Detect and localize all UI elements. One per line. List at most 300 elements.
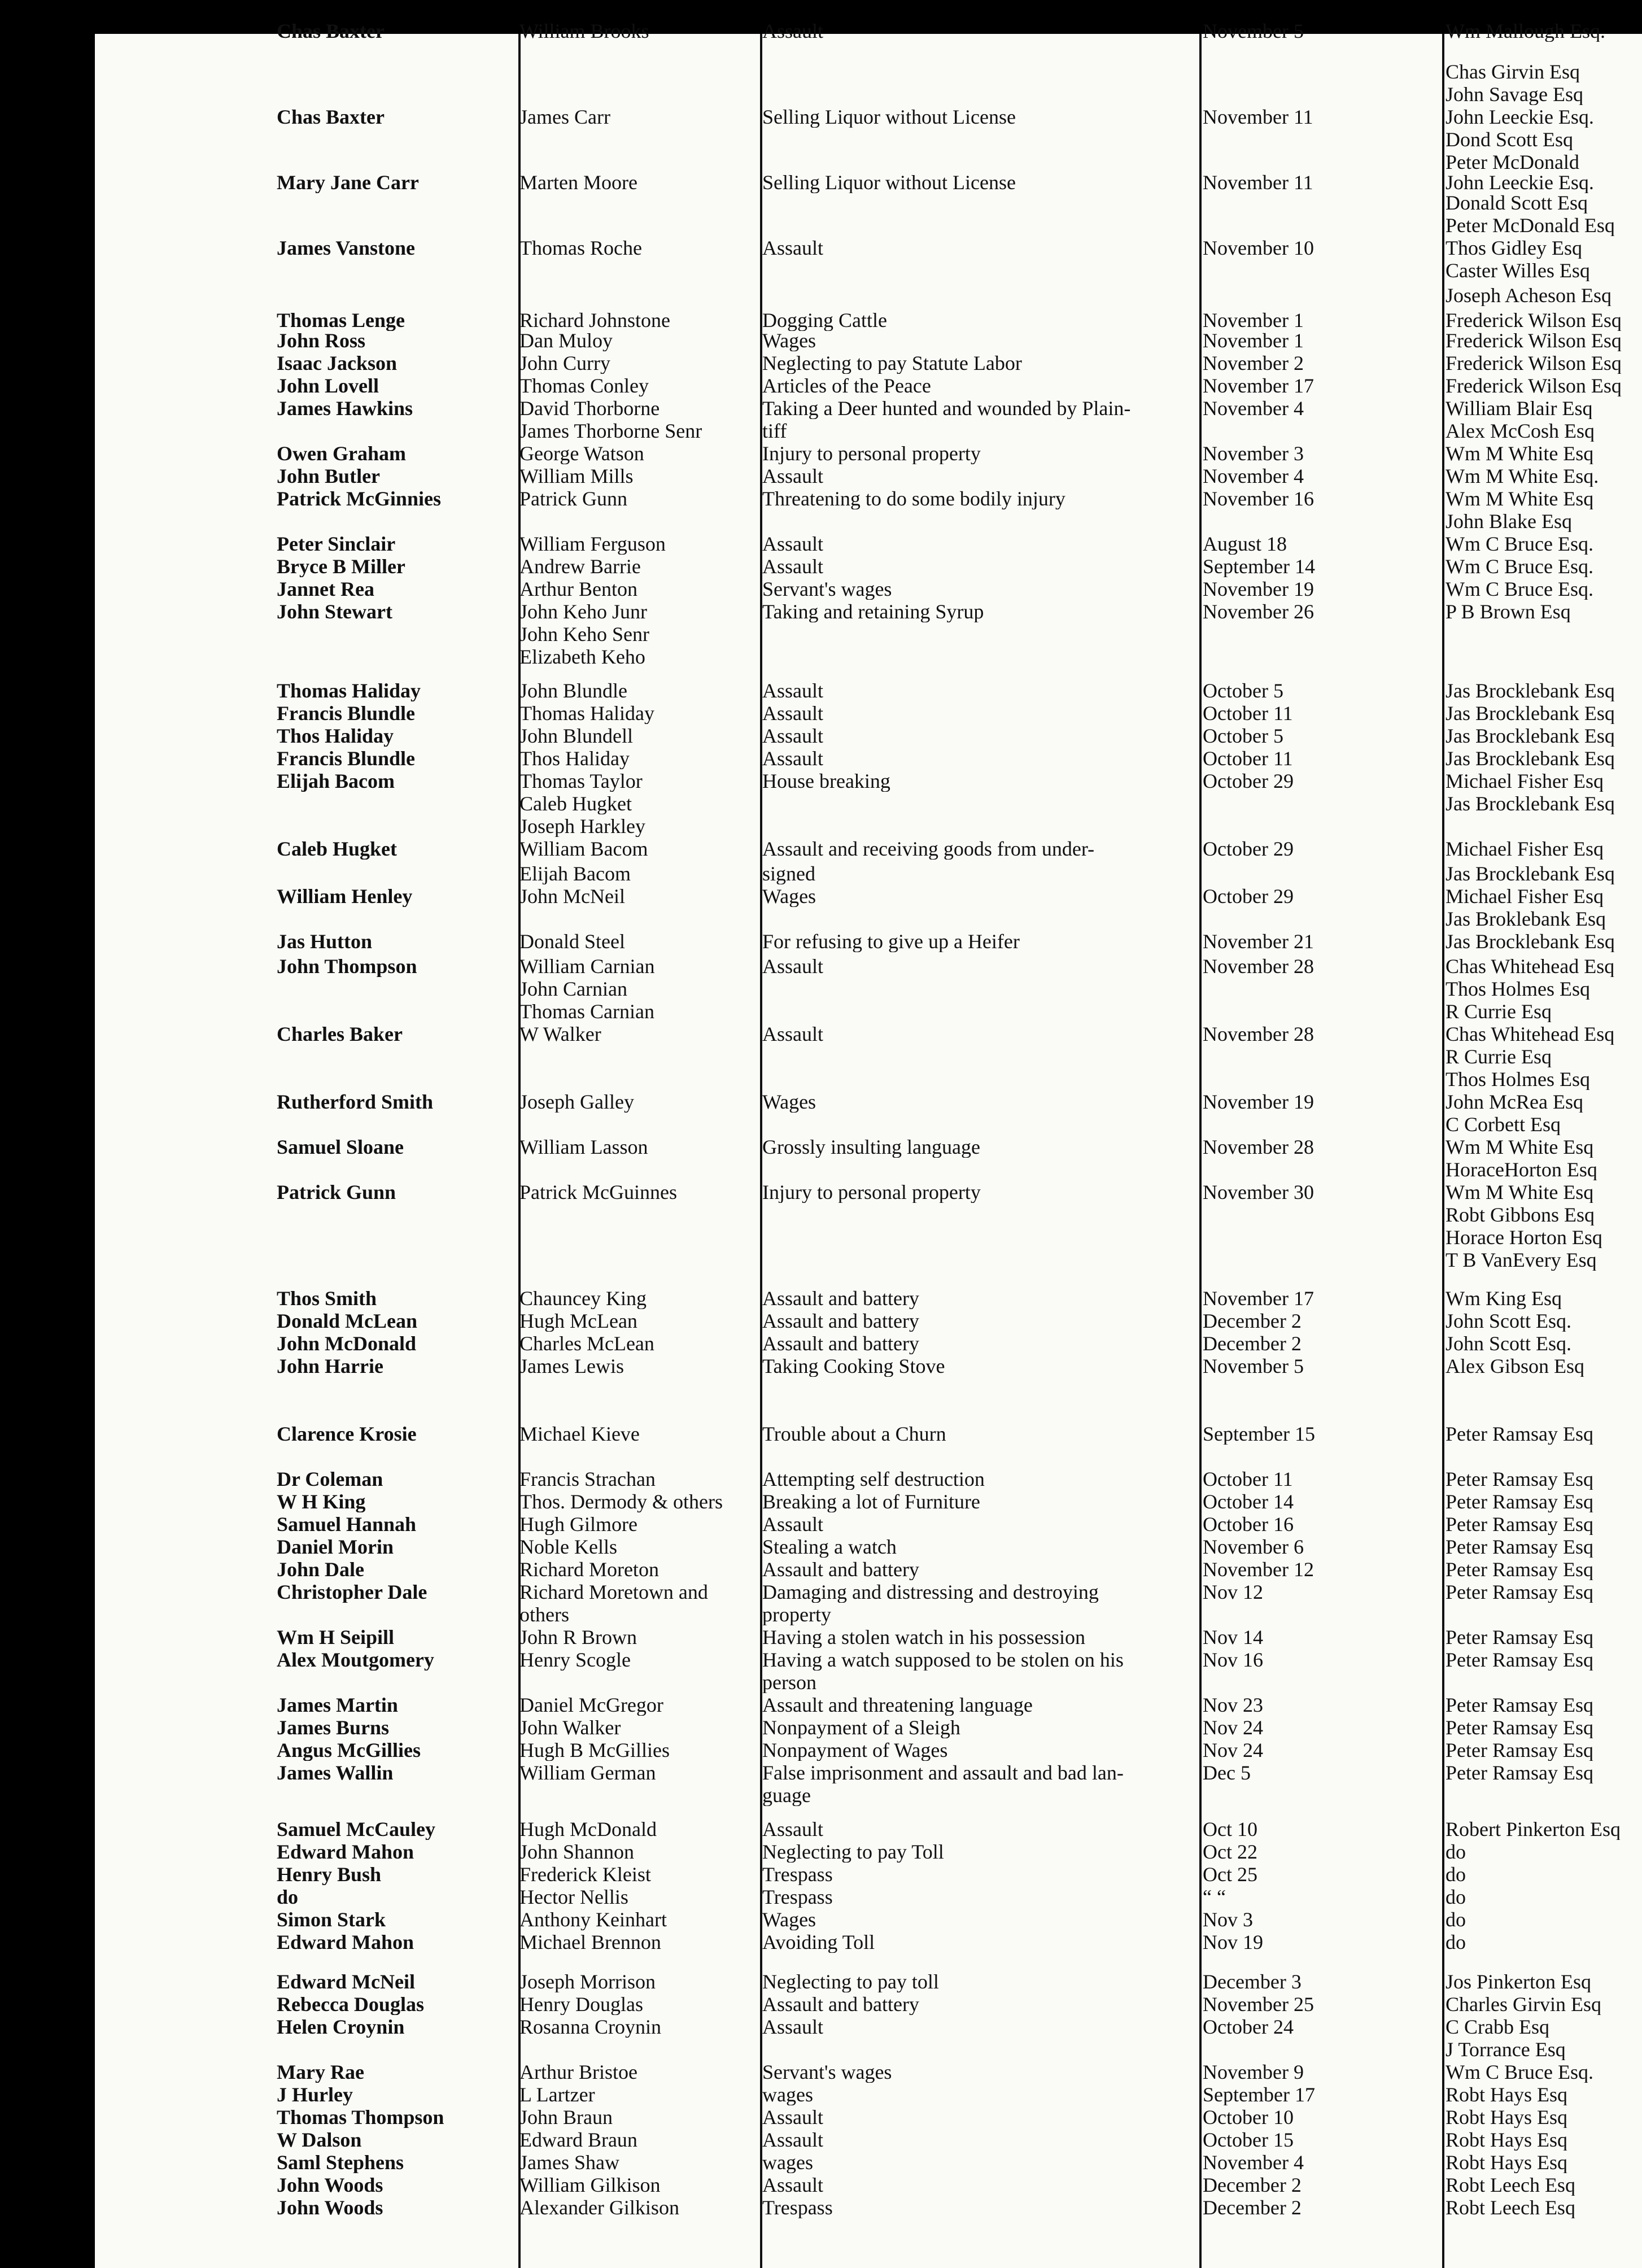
justice-cell: Peter Ramsay Esq — [1446, 1649, 1593, 1671]
defendant-cell: William Bacom — [519, 838, 648, 860]
defendant-cell: James Carr — [519, 106, 610, 128]
date-cell: Oct 25 — [1203, 1864, 1257, 1885]
table-row — [95, 578, 1642, 600]
table-row — [95, 1023, 1642, 1045]
date-cell: September 14 — [1203, 556, 1315, 577]
complainant-cell: Charles Baker — [277, 1023, 403, 1045]
date-cell: December 3 — [1203, 1971, 1302, 1992]
justice-cell: R Currie Esq — [1446, 1046, 1552, 1067]
complainant-cell: Thomas Lenge — [277, 309, 405, 331]
table-row — [95, 1931, 1642, 1953]
defendant-cell: others — [519, 1604, 569, 1625]
date-cell: October 29 — [1203, 886, 1294, 907]
date-cell: October 14 — [1203, 1491, 1294, 1512]
date-cell: November 28 — [1203, 1136, 1314, 1158]
justice-cell: R Currie Esq — [1446, 1001, 1552, 1022]
date-cell: Nov 24 — [1203, 1717, 1263, 1738]
justice-cell: Robt Hays Esq — [1446, 2084, 1567, 2105]
justice-cell: Peter Ramsay Esq — [1446, 1423, 1593, 1445]
justice-cell: C Crabb Esq — [1446, 2016, 1549, 2038]
complainant-cell: Thos Smith — [277, 1288, 377, 1309]
defendant-cell: John Curry — [519, 352, 610, 374]
table-row — [95, 748, 1642, 769]
defendant-cell: Hugh McDonald — [519, 1818, 657, 1840]
date-cell: October 5 — [1203, 680, 1283, 701]
offence-cell: Assault — [762, 725, 823, 747]
date-cell: November 16 — [1203, 488, 1314, 509]
complainant-cell: William Henley — [277, 886, 413, 907]
justice-cell: John Leeckie Esq. — [1446, 106, 1594, 128]
table-row — [95, 1864, 1642, 1885]
date-cell: November 19 — [1203, 578, 1314, 600]
table-row — [95, 2152, 1642, 2173]
table-row — [95, 646, 1642, 668]
defendant-cell: Richard Moretown and — [519, 1581, 708, 1603]
justice-cell: Jas Brocklebank Esq — [1446, 931, 1615, 952]
defendant-cell: William Carnian — [519, 956, 655, 977]
offence-cell: Taking a Deer hunted and wounded by Plain- — [762, 398, 1131, 419]
offence-cell: Assault and battery — [762, 1333, 919, 1354]
offence-cell: Assault — [762, 556, 823, 577]
complainant-cell: John Ross — [277, 330, 366, 351]
date-cell: November 21 — [1203, 931, 1314, 952]
table-row — [95, 1739, 1642, 1761]
date-cell: November 4 — [1203, 2152, 1304, 2173]
table-row — [95, 815, 1642, 837]
table-row — [95, 511, 1642, 532]
defendant-cell: Chauncey King — [519, 1288, 647, 1309]
offence-cell: Assault — [762, 680, 823, 701]
complainant-cell: Daniel Morin — [277, 1536, 394, 1558]
offence-cell: Damaging and distressing and destroying — [762, 1581, 1099, 1603]
date-cell: August 18 — [1203, 533, 1287, 555]
table-row — [95, 1909, 1642, 1930]
defendant-cell: James Shaw — [519, 2152, 619, 2173]
justice-cell: Wm M White Esq — [1446, 443, 1594, 464]
date-cell: Nov 19 — [1203, 1931, 1263, 1953]
date-cell: Nov 14 — [1203, 1626, 1263, 1648]
offence-cell: Trespass — [762, 1864, 833, 1885]
complainant-cell: Saml Stephens — [277, 2152, 404, 2173]
justice-cell: Jas Brocklebank Esq — [1446, 748, 1615, 769]
justice-cell: Wm C Bruce Esq. — [1446, 2061, 1593, 2083]
justice-cell: William Blair Esq — [1446, 398, 1593, 419]
defendant-cell: Henry Douglas — [519, 1994, 643, 2015]
table-row — [95, 1204, 1642, 1225]
table-row — [95, 1649, 1642, 1671]
justice-cell: Joseph Acheson Esq — [1446, 285, 1612, 306]
offence-cell: Assault — [762, 20, 823, 42]
offence-cell: Neglecting to pay Toll — [762, 1841, 944, 1863]
table-row — [95, 1559, 1642, 1580]
complainant-cell: W H King — [277, 1491, 366, 1512]
defendant-cell: John Keho Senr — [519, 623, 649, 645]
defendant-cell: Thos. Dermody & others — [519, 1491, 723, 1512]
table-row — [95, 601, 1642, 622]
justice-cell: John Blake Esq — [1446, 511, 1572, 532]
justice-cell: John Savage Esq — [1446, 84, 1583, 105]
table-row — [95, 1423, 1642, 1445]
offence-cell: Trespass — [762, 2197, 833, 2218]
defendant-cell: Michael Kieve — [519, 1423, 640, 1445]
date-cell: October 15 — [1203, 2129, 1294, 2151]
date-cell: Dec 5 — [1203, 1762, 1251, 1783]
defendant-cell: Joseph Harkley — [519, 815, 645, 837]
offence-cell: Stealing a watch — [762, 1536, 897, 1558]
date-cell: September 17 — [1203, 2084, 1315, 2105]
defendant-cell: Edward Braun — [519, 2129, 637, 2151]
offence-cell: Nonpayment of a Sleigh — [762, 1717, 960, 1738]
offence-cell: Assault — [762, 237, 823, 259]
date-cell: November 28 — [1203, 1023, 1314, 1045]
complainant-cell: John Woods — [277, 2197, 383, 2218]
justice-cell: do — [1446, 1864, 1466, 1885]
offence-cell: Assault — [762, 2174, 823, 2196]
justice-cell: Peter Ramsay Esq — [1446, 1559, 1593, 1580]
complainant-cell: John Butler — [277, 465, 381, 487]
table-row — [95, 443, 1642, 464]
complainant-cell: James Wallin — [277, 1762, 394, 1783]
complainant-cell: Chas Baxter — [277, 106, 385, 128]
complainant-cell: James Burns — [277, 1717, 390, 1738]
justice-cell: Horace Horton Esq — [1446, 1227, 1602, 1248]
complainant-cell: Wm H Seipill — [277, 1626, 395, 1648]
defendant-cell: Henry Scogle — [519, 1649, 631, 1671]
justice-cell: Frederick Wilson Esq — [1446, 330, 1622, 351]
justice-cell: do — [1446, 1841, 1466, 1863]
table-row — [95, 1841, 1642, 1863]
justice-cell: Donald Scott Esq — [1446, 192, 1588, 213]
defendant-cell: William Ferguson — [519, 533, 666, 555]
defendant-cell: William Brooks — [519, 20, 649, 42]
justice-cell: John McRea Esq — [1446, 1091, 1583, 1113]
defendant-cell: Thomas Haliday — [519, 703, 654, 724]
justice-cell: Frederick Wilson Esq — [1446, 309, 1622, 331]
offence-cell: wages — [762, 2152, 813, 2173]
justice-cell: do — [1446, 1909, 1466, 1930]
complainant-cell: John Thompson — [277, 956, 417, 977]
defendant-cell: John Keho Junr — [519, 601, 647, 622]
complainant-cell: Patrick McGinnies — [277, 488, 441, 509]
date-cell: November 26 — [1203, 601, 1314, 622]
offence-cell: Assault — [762, 2129, 823, 2151]
defendant-cell: Donald Steel — [519, 931, 625, 952]
defendant-cell: William Mills — [519, 465, 634, 487]
offence-cell: property — [762, 1604, 831, 1625]
justice-cell: Peter Ramsay Esq — [1446, 1739, 1593, 1761]
date-cell: Oct 22 — [1203, 1841, 1257, 1863]
complainant-cell: Mary Jane Carr — [277, 172, 419, 193]
complainant-cell: Rebecca Douglas — [277, 1994, 424, 2015]
defendant-cell: John Blundell — [519, 725, 634, 747]
table-row — [95, 1762, 1642, 1783]
table-row — [95, 1581, 1642, 1603]
table-row — [95, 309, 1642, 331]
table-row — [95, 1468, 1642, 1490]
date-cell: October 29 — [1203, 838, 1294, 860]
table-row — [95, 465, 1642, 487]
table-row — [95, 556, 1642, 577]
date-cell: “ “ — [1203, 1886, 1226, 1908]
date-cell: November 17 — [1203, 1288, 1314, 1309]
justice-cell: Alex McCosh Esq — [1446, 420, 1595, 442]
table-row — [95, 1994, 1642, 2015]
justice-cell: Wm C Bruce Esq. — [1446, 556, 1593, 577]
table-row — [95, 237, 1642, 259]
justice-cell: do — [1446, 1886, 1466, 1908]
table-row — [95, 725, 1642, 747]
justice-cell: John Leeckie Esq. — [1446, 172, 1594, 193]
justice-cell: Peter Ramsay Esq — [1446, 1762, 1593, 1783]
defendant-cell: Arthur Bristoe — [519, 2061, 637, 2083]
justice-cell: Peter Ramsay Esq — [1446, 1626, 1593, 1648]
complainant-cell: John Harrie — [277, 1355, 383, 1377]
table-row — [95, 1785, 1642, 1806]
complainant-cell: W Dalson — [277, 2129, 362, 2151]
offence-cell: Assault — [762, 703, 823, 724]
complainant-cell: Samuel McCauley — [277, 1818, 435, 1840]
defendant-cell: Richard Moreton — [519, 1559, 659, 1580]
offence-cell: Wages — [762, 330, 816, 351]
justice-cell: Peter Ramsay Esq — [1446, 1468, 1593, 1490]
defendant-cell: Hugh McLean — [519, 1310, 637, 1332]
table-row — [95, 1333, 1642, 1354]
offence-cell: Assault and threatening language — [762, 1694, 1033, 1716]
offence-cell: Injury to personal property — [762, 1181, 981, 1203]
table-row — [95, 151, 1642, 173]
complainant-cell: Samuel Hannah — [277, 1514, 417, 1535]
justice-cell: Wm M White Esq — [1446, 1136, 1594, 1158]
complainant-cell: Thomas Thompson — [277, 2106, 444, 2128]
defendant-cell: Elizabeth Keho — [519, 646, 645, 668]
offence-cell: Articles of the Peace — [762, 375, 931, 396]
complainant-cell: John McDonald — [277, 1333, 417, 1354]
defendant-cell: Thomas Carnian — [519, 1001, 654, 1022]
table-row — [95, 1310, 1642, 1332]
justice-cell: Peter McDonald Esq — [1446, 215, 1615, 236]
date-cell: November 11 — [1203, 106, 1313, 128]
justice-cell: Alex Gibson Esq — [1446, 1355, 1584, 1377]
date-cell: September 15 — [1203, 1423, 1315, 1445]
defendant-cell: Dan Muloy — [519, 330, 613, 351]
justice-cell: Wm M White Esq — [1446, 488, 1594, 509]
table-row — [95, 2084, 1642, 2105]
date-cell: October 24 — [1203, 2016, 1294, 2038]
date-cell: October 5 — [1203, 725, 1283, 747]
defendant-cell: John Braun — [519, 2106, 613, 2128]
offence-cell: Assault — [762, 2106, 823, 2128]
complainant-cell: Mary Rae — [277, 2061, 364, 2083]
offence-cell: Assault — [762, 956, 823, 977]
date-cell: November 1 — [1203, 309, 1304, 331]
defendant-cell: Elijah Bacom — [519, 863, 631, 884]
justice-cell: Wm Mallough Esq. — [1446, 20, 1605, 42]
table-row — [95, 1249, 1642, 1271]
justice-cell: do — [1446, 1931, 1466, 1953]
complainant-cell: Helen Croynin — [277, 2016, 405, 2038]
complainant-cell: Peter Sinclair — [277, 533, 396, 555]
defendant-cell: Patrick McGuinnes — [519, 1181, 677, 1203]
defendant-cell: Richard Johnstone — [519, 309, 670, 331]
table-row — [95, 192, 1642, 213]
justice-cell: Wm C Bruce Esq. — [1446, 533, 1593, 555]
complainant-cell: Jas Hutton — [277, 931, 373, 952]
complainant-cell: Rutherford Smith — [277, 1091, 433, 1113]
offence-cell: Neglecting to pay Statute Labor — [762, 352, 1022, 374]
offence-cell: Assault — [762, 2016, 823, 2038]
justice-cell: Robt Leech Esq — [1446, 2174, 1575, 2196]
complainant-cell: Edward Mahon — [277, 1931, 414, 1953]
justice-cell: Thos Holmes Esq — [1446, 978, 1590, 1000]
complainant-cell: Patrick Gunn — [277, 1181, 396, 1203]
justice-cell: Wm M White Esq. — [1446, 465, 1599, 487]
date-cell: November 10 — [1203, 237, 1314, 259]
offence-cell: For refusing to give up a Heifer — [762, 931, 1020, 952]
table-row — [95, 84, 1642, 105]
complainant-cell: Owen Graham — [277, 443, 406, 464]
justice-cell: Peter Ramsay Esq — [1446, 1536, 1593, 1558]
complainant-cell: John Woods — [277, 2174, 383, 2196]
complainant-cell: Angus McGillies — [277, 1739, 421, 1761]
table-row — [95, 1046, 1642, 1067]
justice-cell: Dond Scott Esq — [1446, 129, 1574, 150]
table-row — [95, 1181, 1642, 1203]
date-cell: November 9 — [1203, 2061, 1304, 2083]
table-row — [95, 680, 1642, 701]
defendant-cell: John R Brown — [519, 1626, 637, 1648]
date-cell: November 17 — [1203, 375, 1314, 396]
table-row — [95, 488, 1642, 509]
table-row — [95, 352, 1642, 374]
defendant-cell: Francis Strachan — [519, 1468, 656, 1490]
offence-cell: person — [762, 1672, 816, 1693]
date-cell: November 30 — [1203, 1181, 1314, 1203]
offence-cell: Nonpayment of Wages — [762, 1739, 948, 1761]
offence-cell: Attempting self destruction — [762, 1468, 985, 1490]
justice-cell: Caster Willes Esq — [1446, 260, 1590, 281]
offence-cell: Wages — [762, 1909, 816, 1930]
justice-cell: Peter Ramsay Esq — [1446, 1581, 1593, 1603]
offence-cell: Trespass — [762, 1886, 833, 1908]
table-row — [95, 793, 1642, 814]
table-row — [95, 260, 1642, 281]
offence-cell: Assault — [762, 465, 823, 487]
defendant-cell: Hugh B McGillies — [519, 1739, 670, 1761]
offence-cell: Neglecting to pay toll — [762, 1971, 939, 1992]
justice-cell: Frederick Wilson Esq — [1446, 352, 1622, 374]
defendant-cell: Noble Kells — [519, 1536, 617, 1558]
table-row — [95, 533, 1642, 555]
date-cell: November 6 — [1203, 1536, 1304, 1558]
offence-cell: guage — [762, 1785, 811, 1806]
justice-cell: Thos Gidley Esq — [1446, 237, 1582, 259]
defendant-cell: Joseph Morrison — [519, 1971, 656, 1992]
justice-cell: Jas Broklebank Esq — [1446, 908, 1606, 930]
complainant-cell: James Vanstone — [277, 237, 416, 259]
date-cell: November 5 — [1203, 1355, 1304, 1377]
justice-cell: Peter McDonald — [1446, 151, 1579, 173]
date-cell: November 28 — [1203, 956, 1314, 977]
defendant-cell: L Lartzer — [519, 2084, 595, 2105]
offence-cell: Selling Liquor without License — [762, 172, 1016, 193]
table-row — [95, 978, 1642, 1000]
complainant-cell: do — [277, 1886, 299, 1908]
table-row — [95, 172, 1642, 193]
date-cell: December 2 — [1203, 2174, 1302, 2196]
table-row — [95, 1536, 1642, 1558]
date-cell: November 4 — [1203, 465, 1304, 487]
table-row — [95, 1604, 1642, 1625]
complainant-cell: Elijah Bacom — [277, 770, 395, 792]
date-cell: November 3 — [1203, 443, 1304, 464]
table-row — [95, 1886, 1642, 1908]
table-row — [95, 2106, 1642, 2128]
justice-cell: J Torrance Esq — [1446, 2039, 1566, 2060]
offence-cell: Servant's wages — [762, 2061, 892, 2083]
defendant-cell: John Walker — [519, 1717, 621, 1738]
offence-cell: Having a watch supposed to be stolen on his — [762, 1649, 1124, 1671]
date-cell: Nov 3 — [1203, 1909, 1253, 1930]
offence-cell: Avoiding Toll — [762, 1931, 875, 1953]
justice-cell: HoraceHorton Esq — [1446, 1159, 1597, 1180]
offence-cell: Grossly insulting language — [762, 1136, 980, 1158]
justice-cell: Peter Ramsay Esq — [1446, 1717, 1593, 1738]
complainant-cell: J Hurley — [277, 2084, 353, 2105]
date-cell: October 29 — [1203, 770, 1294, 792]
complainant-cell: Christopher Dale — [277, 1581, 427, 1603]
table-row — [95, 1971, 1642, 1992]
table-row — [95, 703, 1642, 724]
complainant-cell: Samuel Sloane — [277, 1136, 404, 1158]
justice-cell: Jas Brocklebank Esq — [1446, 703, 1615, 724]
complainant-cell: John Stewart — [277, 601, 392, 622]
defendant-cell: Thomas Taylor — [519, 770, 643, 792]
defendant-cell: Arthur Benton — [519, 578, 637, 600]
complainant-cell: Isaac Jackson — [277, 352, 398, 374]
table-row — [95, 931, 1642, 952]
date-cell: Oct 10 — [1203, 1818, 1257, 1840]
complainant-cell: Edward Mahon — [277, 1841, 414, 1863]
table-row — [95, 2039, 1642, 2060]
defendant-cell: Anthony Keinhart — [519, 1909, 667, 1930]
date-cell: Nov 24 — [1203, 1739, 1263, 1761]
date-cell: November 2 — [1203, 352, 1304, 374]
defendant-cell: Rosanna Croynin — [519, 2016, 661, 2038]
table-row — [95, 398, 1642, 419]
offence-cell: Assault — [762, 533, 823, 555]
offence-cell: Assault and battery — [762, 1288, 919, 1309]
offence-cell: Having a stolen watch in his possession — [762, 1626, 1085, 1648]
defendant-cell: John McNeil — [519, 886, 625, 907]
justice-cell: Frederick Wilson Esq — [1446, 375, 1622, 396]
table-row — [95, 1001, 1642, 1022]
date-cell: October 16 — [1203, 1514, 1294, 1535]
offence-cell: signed — [762, 863, 815, 884]
justice-cell: Peter Ramsay Esq — [1446, 1694, 1593, 1716]
table-row — [95, 215, 1642, 236]
justice-cell: Peter Ramsay Esq — [1446, 1491, 1593, 1512]
defendant-cell: W Walker — [519, 1023, 601, 1045]
justice-cell: Robt Gibbons Esq — [1446, 1204, 1595, 1225]
date-cell: November 4 — [1203, 398, 1304, 419]
justice-cell: Jas Brocklebank Esq — [1446, 725, 1615, 747]
justice-cell: Robt Leech Esq — [1446, 2197, 1575, 2218]
table-row — [95, 1717, 1642, 1738]
justice-cell: Michael Fisher Esq — [1446, 886, 1604, 907]
justice-cell: Peter Ramsay Esq — [1446, 1514, 1593, 1535]
defendant-cell: Hugh Gilmore — [519, 1514, 637, 1535]
offence-cell: Servant's wages — [762, 578, 892, 600]
